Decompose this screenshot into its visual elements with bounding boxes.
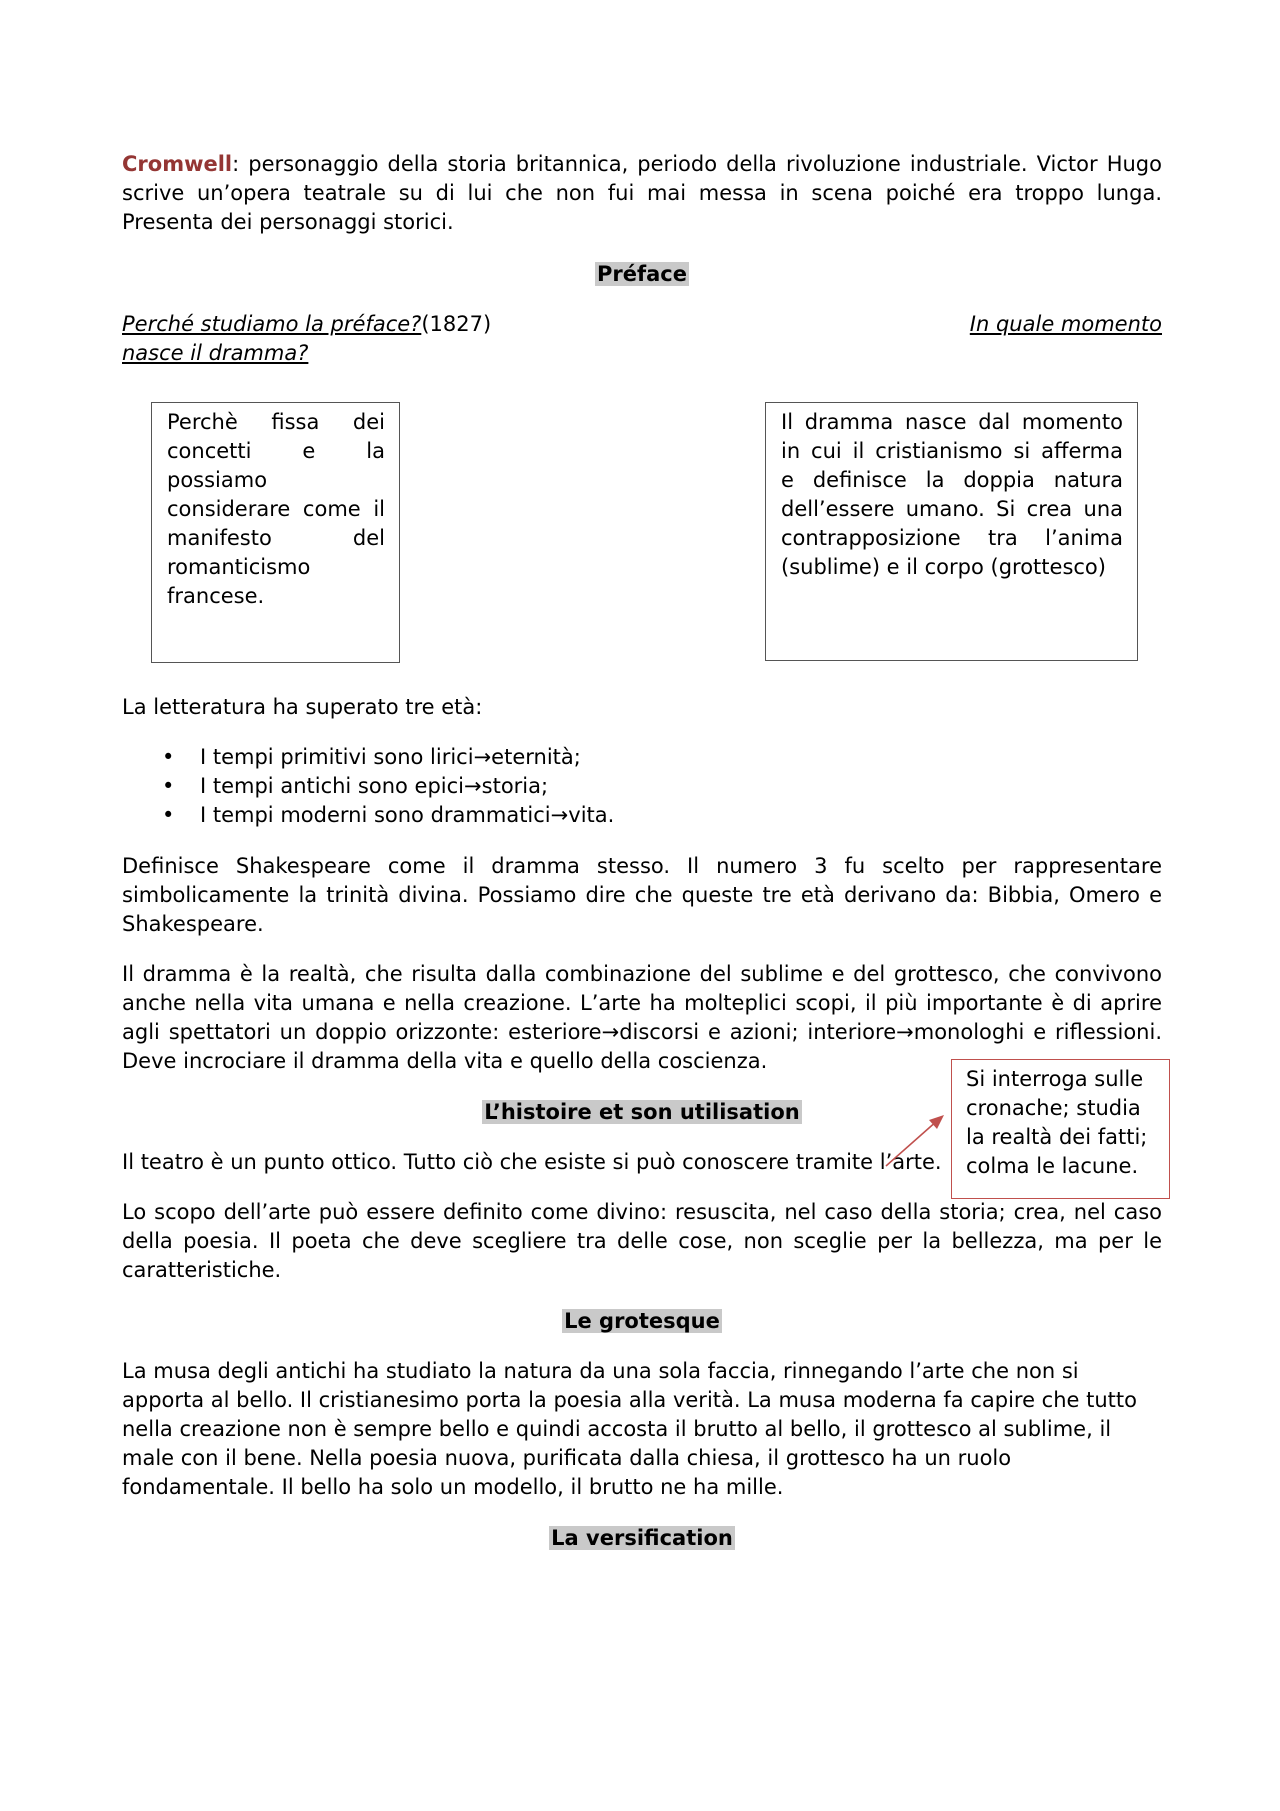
bullet-icon: • xyxy=(162,803,175,827)
arrow-right-icon: → xyxy=(601,1020,620,1044)
list-item: • I tempi primitivi sono lirici→eternità; xyxy=(122,743,1162,772)
arrow-right-icon: → xyxy=(550,803,569,827)
text-line: in cui il cristianismo si afferma xyxy=(781,439,1123,463)
paragraph-scope: Lo scopo dell’arte può essere definito come divino: resuscita, nel caso della storia; crea, nel caso della poesia. Il poeta che deve scegliere tra delle cose, non sceglie per la bellezza, ma per le caratteristiche. xyxy=(122,1200,1162,1282)
text-line: e definisce la doppia natura xyxy=(781,468,1123,492)
intro-paragraph xyxy=(122,150,1162,237)
callout-histoire xyxy=(951,1059,1170,1199)
text-line: la realtà dei fatti; xyxy=(966,1125,1148,1149)
arrow-right-icon: → xyxy=(464,774,482,798)
text-line: possiamo xyxy=(167,468,268,492)
question-when-drama-line1: In quale momento xyxy=(969,312,1162,336)
box-why-preface-text xyxy=(167,408,385,611)
question-when-drama-line2: nasce il dramma? xyxy=(122,341,309,365)
text-line: romanticismo xyxy=(167,555,311,579)
text-line: (sublime) e il corpo (grottesco) xyxy=(781,555,1106,579)
question-year: (1827) xyxy=(421,312,492,336)
callout-arrow-icon xyxy=(880,1110,960,1170)
list-item: • I tempi moderni sono drammatici→vita. xyxy=(122,801,1162,830)
paragraph-shakespeare: Definisce Shakespeare come il dramma stesso. Il numero 3 fu scelto per rappresentare simbolicamente la trinità divina. Possiamo dire che queste tre età derivano da: Bibbia, Omero e Shakespeare. xyxy=(122,854,1162,936)
box-why-preface xyxy=(151,402,400,663)
box-drama-origin xyxy=(765,402,1138,661)
paragraph-drama: Il dramma è la realtà, che risulta dalla combinazione del sublime e del grottesco, che convivono anche nella vita umana e nella creazione. L’arte ha molteplici scopi, il più importante è di aprire agli spettatori un doppio orizzonte: esteriore→discorsi e azioni; interiore→monologhi e riflessioni. Deve incrociare il dramma della vita e quello della coscienza. xyxy=(122,962,1163,1073)
heading-histoire: L’histoire et son utilisation xyxy=(484,1100,800,1124)
text-line: dell’essere umano. Si crea una xyxy=(781,497,1123,521)
heading-preface: Préface xyxy=(597,262,687,286)
text-line: francese. xyxy=(167,584,265,608)
ages-list xyxy=(122,743,1162,830)
text-line: colma le lacune. xyxy=(966,1154,1139,1178)
text-line: considerare come il xyxy=(167,497,385,521)
question-why-preface: Perché studiamo la préface? xyxy=(122,312,422,336)
text-line: Il dramma nasce dal momento xyxy=(781,410,1123,434)
bullet-icon: • xyxy=(162,774,175,798)
intro-term: Cromwell xyxy=(122,152,233,176)
arrow-right-icon: → xyxy=(896,1020,914,1044)
arrow-right-icon: → xyxy=(473,745,492,769)
heading-versification: La versification xyxy=(551,1526,733,1550)
text-line: Si interroga sulle xyxy=(966,1067,1144,1091)
intro-text: : personaggio della storia britannica, periodo della rivoluzione industriale. Victor Hugo scrive un’opera teatrale su di lui che non fui mai messa in scena poiché era troppo lunga. Presenta dei personaggi storici. xyxy=(122,152,1162,234)
paragraph-grotesque: La musa degli antichi ha studiato la natura da una sola faccia, rinnegando l’arte che non si apporta al bello. Il cristianesimo porta la poesia alla verità. La musa moderna fa capire che tutto nella creazione non è sempre bello e quindi accosta il brutto al bello, il grottesco al sublime, il male con il bene. Nella poesia nuova, purificata dalla chiesa, il grottesco ha un ruolo fondamentale. Il bello ha solo un modello, il brutto ne ha mille. xyxy=(122,1359,1137,1499)
paragraph-optics: Il teatro è un punto ottico. Tutto ciò che esiste si può conoscere tramite l’arte. xyxy=(122,1150,942,1174)
text-line: Perchè fissa dei xyxy=(167,410,385,434)
text-line: contrapposizione tra l’anima xyxy=(781,526,1123,550)
list-item: • I tempi antichi sono epici→storia; xyxy=(122,772,1162,801)
text-line: cronache; studia xyxy=(966,1096,1141,1120)
box-drama-origin-text xyxy=(781,408,1123,582)
ages-intro: La letteratura ha superato tre età: xyxy=(122,695,483,719)
preface-questions xyxy=(122,310,1162,368)
text-line: manifesto del xyxy=(167,526,385,550)
callout-histoire-text xyxy=(966,1065,1158,1181)
bullet-icon: • xyxy=(162,745,175,769)
heading-grotesque: Le grotesque xyxy=(564,1309,720,1333)
text-line: concetti e la xyxy=(167,439,385,463)
